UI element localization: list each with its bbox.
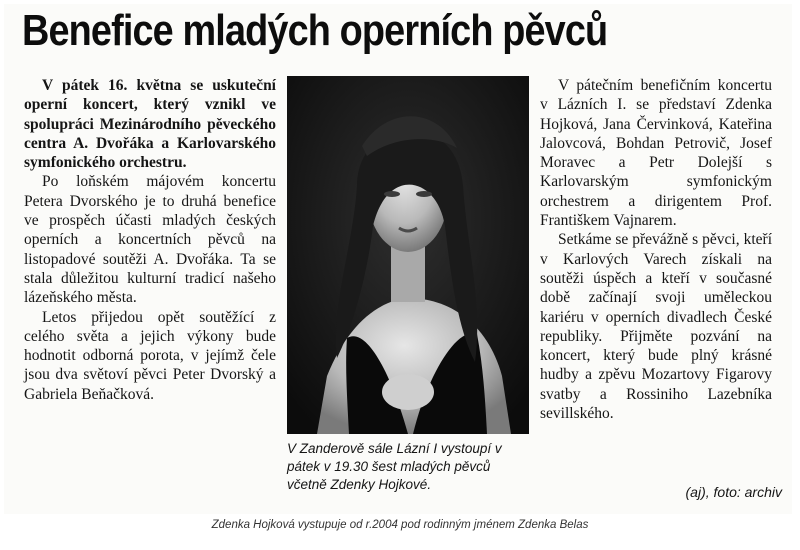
article-lead-paragraph: V pátek 16. května se uskuteční operní koncert, který vznikl ve spolupráci Mezinárodního pěveckého centra A. Dvořáka a Karlovarského symfonického orchestru.: [24, 77, 276, 172]
photo-credit: (aj), foto: archiv: [685, 484, 782, 500]
page-footer-caption: Zdenka Hojková vystupuje od r.2004 pod rodinným jménem Zdenka Belas: [211, 519, 589, 531]
article-paragraph: Letos přijedou opět soutěžící z celého světa a jejich výkony bude hodnotit odborná porota, v jejímž čele jsou dva světoví pěvci Peter Dvorský a Gabriela Beňačková.: [24, 308, 276, 403]
article-headline: Benefice mladých operních pěvců: [22, 6, 608, 55]
photo-caption: V Zanderově sále Lázní I vystoupí v pátek v 19.30 šest mladých pěvců včetně Zdenky Hojkové.: [287, 441, 502, 492]
article-column-left: [24, 76, 276, 404]
article-paragraph: Po loňském májovém koncertu Petera Dvorského je to druhá benefice ve prospěch účasti mladých českých operních a koncertních pěvců na listopadové soutěži A. Dvořáka. Ta se stala důležitou kulturní tradicí našeho lázeňského města.: [24, 173, 276, 307]
article-paragraph: V pátečním benefičním koncertu v Lázních I. se představí Zdenka Hojková, Jana Červinková, Kateřina Jalovcová, Bohdan Petrovič, Josef Moravec a Petr Dolejší s Karlovarským symfonickým orchestrem a dirigentem Prof. Františkem Vajnarem.: [540, 77, 772, 230]
newspaper-clipping: [4, 4, 792, 514]
article-paragraph: Setkáme se převážně s pěvci, kteří v Karlových Varech získali na soutěži úspěch a kteří v současné době začínají svoji uměleckou kariéru v operních divadlech České republiky. Přijměte pozvání na koncert, který bude plný krásné hudby a zpěvu Mozartovy Figarovy svatby a Rossiniho Lazebníka sevillského.: [540, 231, 772, 423]
article-column-right: [540, 76, 772, 423]
singer-portrait-image: [287, 76, 529, 434]
singer-photo: [287, 76, 529, 434]
